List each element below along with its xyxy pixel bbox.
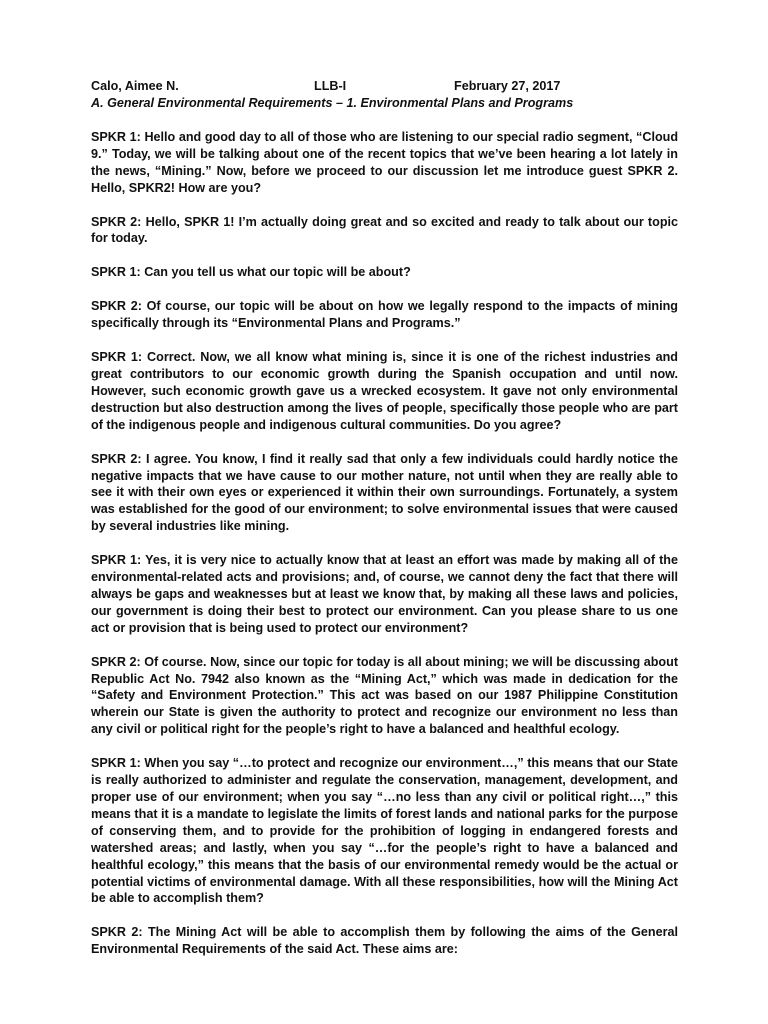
document-subtitle: A. General Environmental Requirements – 1. Environmental Plans and Programs [91, 96, 574, 110]
speaker-label: SPKR 1: [91, 756, 141, 771]
dialogue-paragraph [91, 264, 678, 281]
speaker-label: SPKR 2: [91, 214, 142, 229]
dialogue-text: Hello, SPKR 1! I’m actually doing great and so excited and ready to talk about our topic for today. [91, 214, 679, 246]
speaker-label: SPKR 1: [91, 553, 142, 568]
dialogue-paragraph [91, 755, 678, 907]
speaker-label: SPKR 1: [91, 265, 141, 280]
speaker-label: SPKR 1: [91, 350, 143, 365]
dialogue-text: Yes, it is very nice to actually know that at least an effort was made by making all of the environmental-related acts and provisions; and, of course, we cannot deny the fact that there will always be gaps and weaknesses but at least we know that, by making all these laws and policies, our government is doing their best to protect our environment. Can you please share to us one act or provision that is being used to protect our environment? [91, 553, 679, 635]
dialogue-text: Hello and good day to all of those who are listening to our special radio segment, “Cloud 9.” Today, we will be talking about one of the recent topics that we’ve been hearing a lot lately in the news, “Mining.” Now, before we proceed to our discussion let me introduce guest SPKR 2. Hello, SPKR2! How are you? [91, 129, 679, 195]
speaker-label: SPKR 2: [91, 925, 143, 940]
dialogue-text: I agree. You know, I find it really sad that only a few individuals could hardly notice the negative impacts that we have cause to our mother nature, not until when they are really able to see it with their own eyes or experienced it within their own surroundings. Fortunately, a system was established for the good of our environment; to solve environmental issues that were caused by several industries like mining. [91, 451, 678, 534]
document-date: February 27, 2017 [454, 79, 561, 93]
dialogue-text: Of course. Now, since our topic for today is all about mining; we will be discussing about Republic Act No. 7942 also known as the “Mining Act,” which was made in dedication for the “Safety and Environment Protection.” This act was based on our 1987 Philippine Constitution wherein our State is given the authority to protect and recognize our environment no less than any civil or political right for the people’s right to have a balanced and healthful ecology. [91, 654, 679, 737]
speaker-label: SPKR 2: [91, 451, 142, 466]
speaker-label: SPKR 2: [91, 299, 142, 314]
dialogue-paragraph [91, 214, 678, 248]
dialogue-paragraph [91, 654, 678, 739]
author-name: Calo, Aimee N. [91, 79, 179, 93]
dialogue-text: The Mining Act will be able to accomplish them by following the aims of the General Environmental Requirements of the said Act. These aims are: [91, 925, 678, 957]
dialogue-paragraph [91, 924, 678, 958]
dialogue-text: When you say “…to protect and recognize our environment…,” this means that our State is really authorized to administer and regulate the conservation, management, development, and proper use of our environment; when you say “…no less than any civil or political right…,” this means that it is a mandate to legislate the limits of forest lands and national parks for the purpose of conserving them, and to provide for the prohibition of logging in endangered forests and watershed areas; and lastly, when you say “…for the people’s right to have a balanced and healthful ecology,” this means that the basis of our environmental remedy would be the actual or potential victims of environmental damage. With all these responsibilities, how will the Mining Act be able to accomplish them? [91, 756, 679, 906]
dialogue-paragraph [91, 129, 678, 197]
dialogue-text: Can you tell us what our topic will be about? [144, 265, 411, 280]
course-label: LLB-I [314, 79, 347, 93]
document-page [91, 78, 678, 975]
dialogue-text: Of course, our topic will be about on how we legally respond to the impacts of mining specifically through its “Environmental Plans and Programs.” [91, 299, 679, 331]
dialogue-paragraph [91, 349, 678, 434]
dialogue-text: Correct. Now, we all know what mining is, since it is one of the richest industries and great contributors to our economic growth during the Spanish occupation and until now. However, such economic growth gave us a wrecked ecosystem. It gave not only environmental destruction but also destruction among the lives of people, specifically those people who are part of the indigenous people and indigenous cultural communities. Do you agree? [91, 350, 679, 432]
dialogue-paragraph [91, 451, 678, 536]
speaker-label: SPKR 1: [91, 129, 141, 144]
speaker-label: SPKR 2: [91, 654, 141, 669]
document-header [91, 78, 678, 95]
dialogue-paragraph [91, 298, 678, 332]
dialogue-paragraph [91, 552, 678, 637]
